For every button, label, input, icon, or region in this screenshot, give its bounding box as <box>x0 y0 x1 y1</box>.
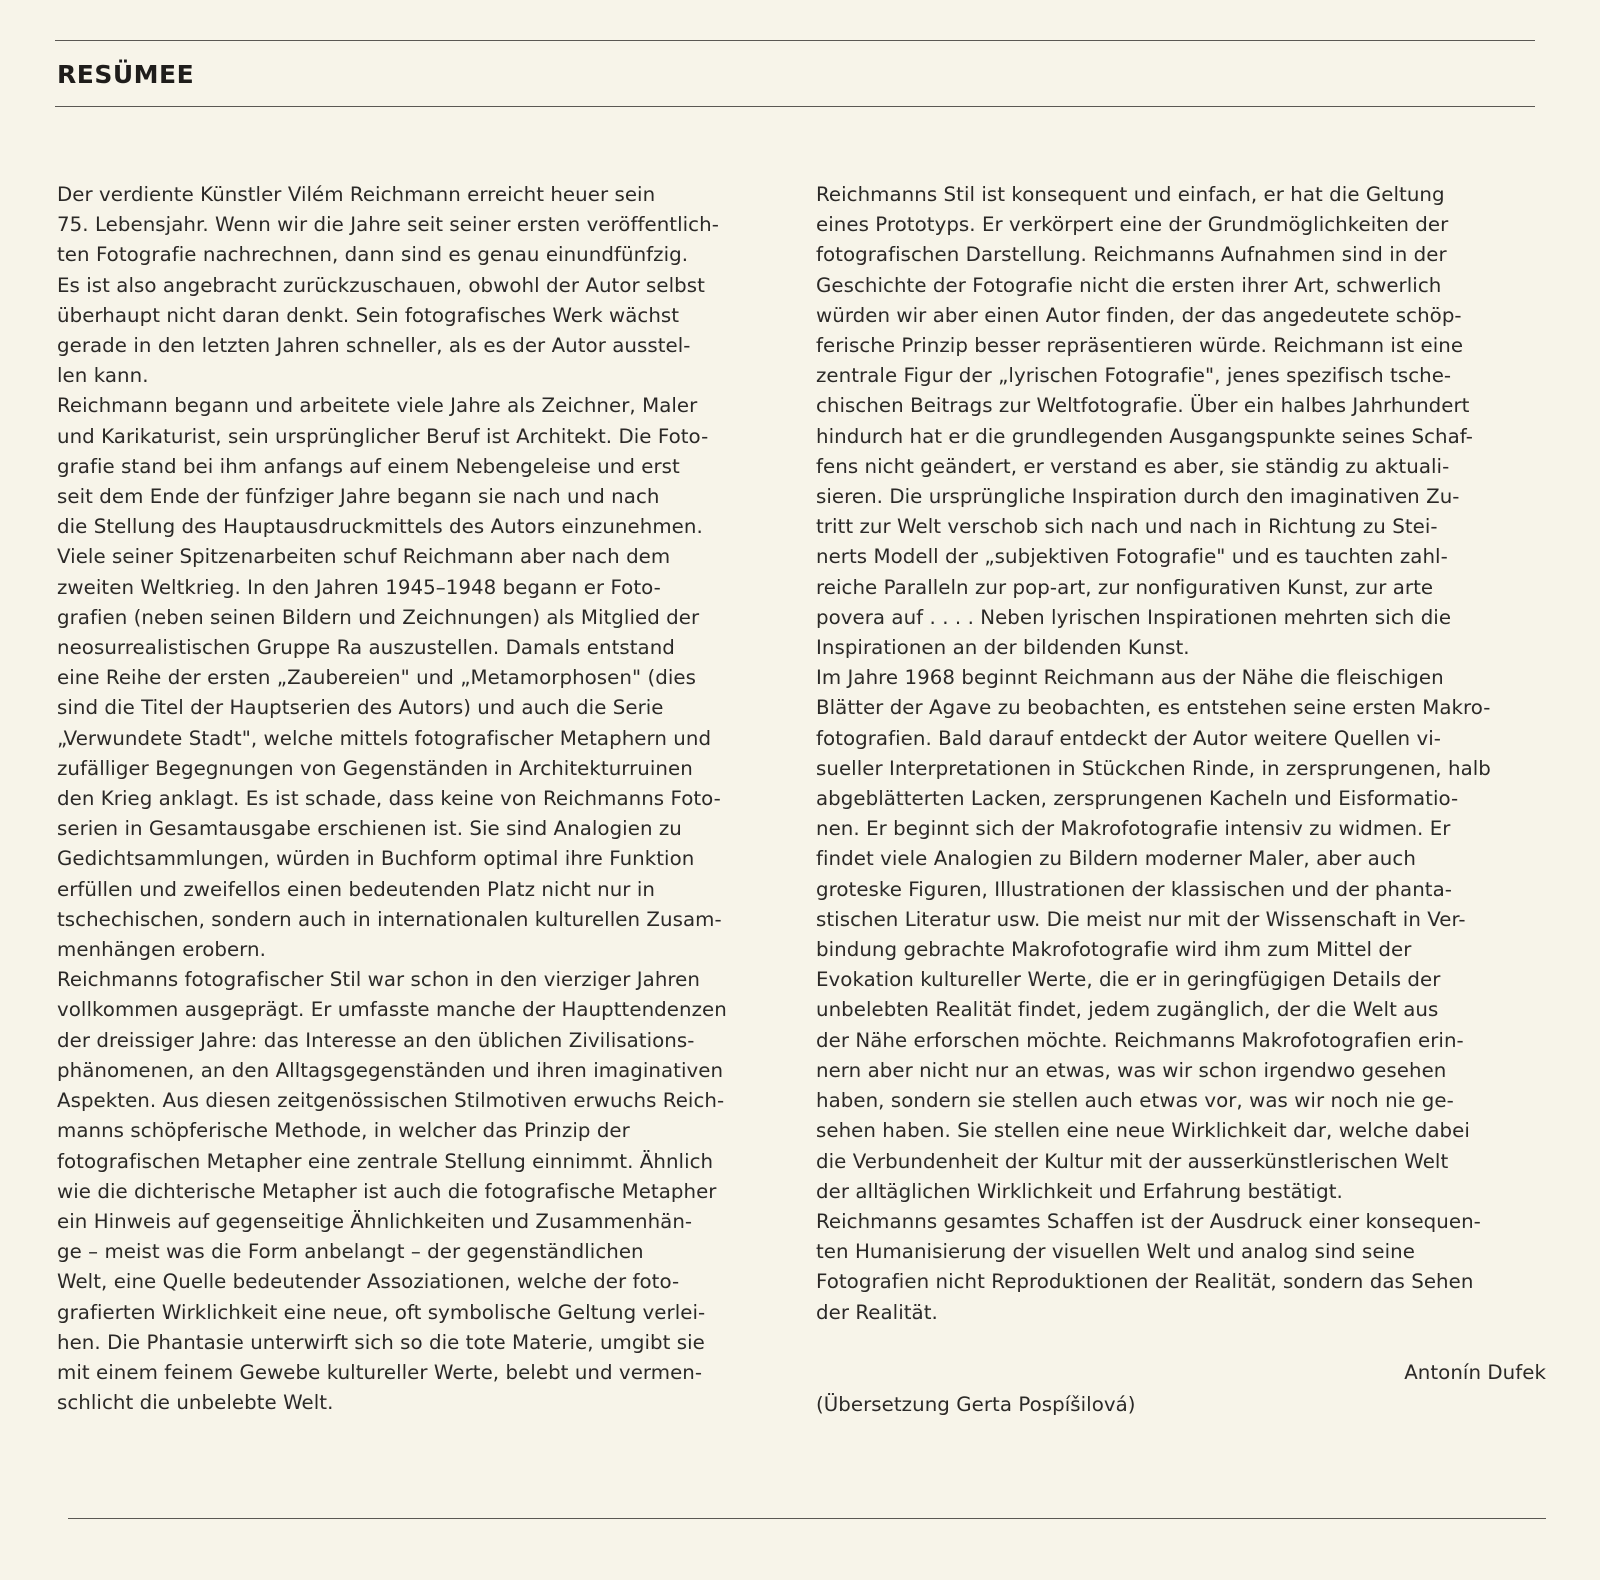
translator-credit: (Übersetzung Gerta Pospíšilová) <box>816 1392 1136 1416</box>
top-rule <box>55 40 1535 41</box>
paragraph: Reichmanns Stil ist konsequent und einfach, er hat die Geltung eines Prototyps. Er verkörpert eine der Grundmöglichkeiten der fotografischen Darstellung. Reichmanns Aufnahmen sind in der Geschichte der Fotografie nicht die ersten ihrer Art, schwerlich würden wir aber einen Autor finden, der das angedeutete schöp- ferische Prinzip besser repräsentieren würde. Reichmann ist eine zentrale Figur der „lyrischen Fotografie", jenes spezifisch tsche- chischen Beitrags zur Weltfotografie. Über ein halbes Jahrhundert hindurch hat er die grundlegenden Ausgangspunkte seines Schaf- fens nicht geändert, er verstand es aber, sie ständig zu aktuali- sieren. Die ursprüngliche Inspiration durch den imaginativen Zu- tritt zur Welt verschob sich nach und nach in Richtung zu Stei- nerts Modell der „subjektiven Fotografie" und es tauchten zahl- reiche Paralleln zur pop-art, zur nonfigurativen Kunst, zur arte povera auf . . . . Neben lyrischen Inspirationen mehrten sich die Inspirationen an der bildenden Kunst. <box>816 183 1473 660</box>
paragraph: Reichmanns gesamtes Schaffen ist der Ausdruck einer konsequen- ten Humanisierung der visuellen Welt und analog sind seine Fotografien nicht Reproduktionen der Realität, sondern das Sehen der Realität. <box>816 1209 1481 1324</box>
paragraph: Der verdiente Künstler Vilém Reichmann erreicht heuer sein 75. Lebensjahr. Wenn wir die Jahre seit seiner ersten veröffentlich- ten Fotografie nachrechnen, dann sind es genau einundfünfzig. Es ist also angebracht zurückzuschauen, obwohl der Autor selbst überhaupt nicht daran denkt. Sein fotografisches Werk wächst gerade in den letzten Jahren schneller, als es der Autor ausstel- len kann. <box>57 183 719 388</box>
page-heading: RESÜMEE <box>57 60 195 89</box>
right-column <box>816 180 1546 1420</box>
heading-rule <box>55 106 1535 107</box>
paragraph: Reichmann begann und arbeitete viele Jahre als Zeichner, Maler und Karikaturist, sein ursprünglicher Beruf ist Architekt. Die Foto- grafie stand bei ihm anfangs auf einem Nebengeleise und erst seit dem Ende der fünfziger Jahre begann sie nach und nach die Stellung des Hauptausdruckmittels des Autors einzunehmen. Viele seiner Spitzenarbeiten schuf Reichmann aber nach dem zweiten Weltkrieg. In den Jahren 1945–1948 begann er Foto- grafien (neben seinen Bildern und Zeichnungen) als Mitglied der neosurrealistischen Gruppe Ra auszustellen. Damals entstand eine Reihe der ersten „Zaubereien" und „Metamorphosen" (dies sind die Titel der Hauptserien des Autors) und auch die Serie „Verwundete Stadt", welche mittels fotografischer Metaphern und zufälliger Begegnungen von Gegenständen in Architekturruinen den Krieg anklagt. Es ist schade, dass keine von Reichmanns Foto- serien in Gesamtausgabe erschienen ist. Sie sind Analogien zu Gedichtsammlungen, würden in Buchform optimal ihre Funktion erfüllen und zweifellos einen bedeutenden Platz nicht nur in tschechischen, sondern auch in internationalen kulturellen Zusam- menhängen erobern. <box>57 394 722 962</box>
paragraph: Im Jahre 1968 beginnt Reichmann aus der Nähe die fleischigen Blätter der Agave zu beobachten, es entstehen seine ersten Makro- fotografien. Bald darauf entdeckt der Autor weitere Quellen vi- sueller Interpretationen in Stückchen Rinde, in zersprungenen, halb abgeblätterten Lacken, zersprungenen Kacheln und Eisformatio- nen. Er beginnt sich der Makrofotografie intensiv zu widmen. Er findet viele Analogien zu Bildern moderner Maler, aber auch groteske Figuren, Illustrationen der klassischen und der phanta- stischen Literatur usw. Die meist nur mit der Wissenschaft in Ver- bindung gebrachte Makrofotografie wird ihm zum Mittel der Evokation kultureller Werte, die er in geringfügigen Details der unbelebten Realität findet, jedem zugänglich, der die Welt aus der Nähe erforschen möchte. Reichmanns Makrofotografien erin- nern aber nicht nur an etwas, was wir schon irgendwo gesehen haben, sondern sie stellen auch etwas vor, was wir noch nie ge- sehen haben. Sie stellen eine neue Wirklichkeit dar, welche dabei die Verbundenheit der Kultur mit der ausserkünstlerischen Welt der alltäglichen Wirklichkeit und Erfahrung bestätigt. <box>816 666 1491 1203</box>
left-column <box>57 180 779 1418</box>
paragraph: Reichmanns fotografischer Stil war schon in den vierziger Jahren vollkommen ausgeprägt. Er umfasste manche der Haupttendenzen der dreissiger Jahre: das Interesse an den üblichen Zivilisations- phänomenen, an den Alltagsgegenständen und ihren imaginativen Aspekten. Aus diesen zeitgenössischen Stilmotiven erwuchs Reich- manns schöpferische Methode, in welcher das Prinzip der fotografischen Metapher eine zentrale Stellung einnimmt. Ähnlich wie die dichterische Metapher ist auch die fotografische Metapher ein Hinweis auf gegenseitige Ähnlichkeiten und Zusammenhän- ge – meist was die Form anbelangt – der gegenständlichen Welt, eine Quelle bedeutender Assoziationen, welche der foto- grafierten Wirklichkeit eine neue, oft symbolische Geltung verlei- hen. Die Phantasie unterwirft sich so die tote Materie, umgibt sie mit einem feinem Gewebe kultureller Werte, belebt und vermen- schlicht die unbelebte Welt. <box>57 968 727 1415</box>
bottom-rule <box>68 1518 1546 1519</box>
author-signature: Antonín Dufek <box>1404 1360 1546 1384</box>
